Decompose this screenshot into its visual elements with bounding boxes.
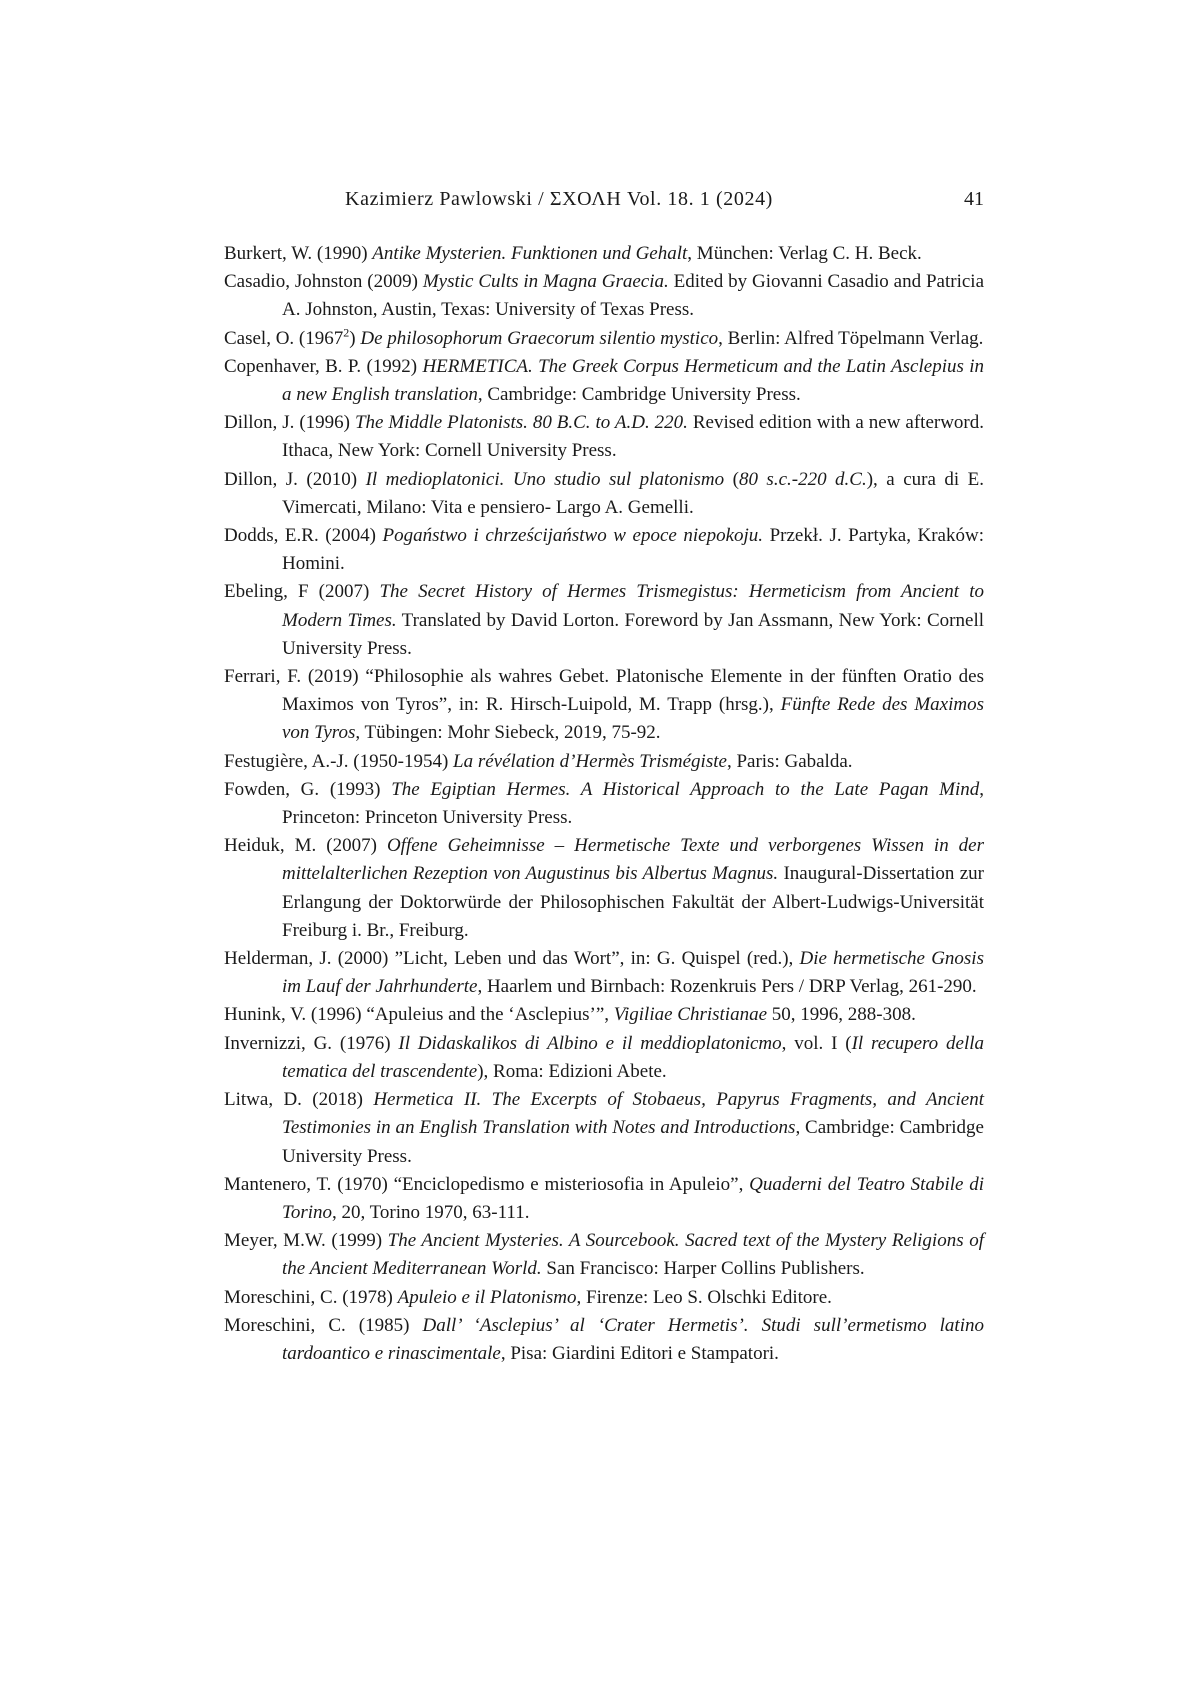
bibliography-entry: Dillon, J. (1996) The Middle Platonists. 80 B.C. to A.D. 220. Revised edition with a new afterword. Ithaca, New York: Cornell University Press. bbox=[224, 409, 984, 465]
page-header bbox=[224, 188, 984, 218]
running-head: Kazimierz Pawlowski / ΣΧΟΛΗ Vol. 18. 1 (2024) bbox=[224, 188, 894, 211]
bibliography-list bbox=[224, 240, 984, 1368]
page-number: 41 bbox=[964, 188, 984, 211]
bibliography-entry: Hunink, V. (1996) “Apuleius and the ‘Asclepius’”, Vigiliae Christianae 50, 1996, 288-308. bbox=[224, 1001, 984, 1029]
bibliography-entry: Dodds, E.R. (2004) Pogaństwo i chrześcijaństwo w epoce niepokoju. Przekł. J. Partyka, Kraków: Homini. bbox=[224, 522, 984, 578]
bibliography-entry: Ferrari, F. (2019) “Philosophie als wahres Gebet. Platonische Elemente in der fünften Oratio des Maximos von Tyros”, in: R. Hirsch-Luipold, M. Trapp (hrsg.), Fünfte Rede des Maximos von Tyros, Tübingen: Mohr Siebeck, 2019, 75-92. bbox=[224, 663, 984, 748]
bibliography-entry: Heiduk, M. (2007) Offene Geheimnisse – Hermetische Texte und verborgenes Wissen in der mittelalterlichen Rezeption von Augustinus bis Albertus Magnus. Inaugural-Dissertation zur Erlangung der Doktorwürde der Philosophischen Fakultät der Albert-Ludwigs-Universität Freiburg i. Br., Freiburg. bbox=[224, 832, 984, 945]
bibliography-entry: Invernizzi, G. (1976) Il Didaskalikos di Albino e il meddioplatonicmo, vol. I (Il recupero della tematica del trascendente), Roma: Edizioni Abete. bbox=[224, 1030, 984, 1086]
bibliography-entry: Moreschini, C. (1985) Dall’ ‘Asclepius’ al ‘Crater Hermetis’. Studi sull’ermetismo latino tardoantico e rinascimentale, Pisa: Giardini Editori e Stampatori. bbox=[224, 1312, 984, 1368]
bibliography-entry: Fowden, G. (1993) The Egiptian Hermes. A Historical Approach to the Late Pagan Mind, Princeton: Princeton University Press. bbox=[224, 776, 984, 832]
bibliography-entry: Casel, O. (19672) De philosophorum Graecorum silentio mystico, Berlin: Alfred Töpelmann Verlag. bbox=[224, 325, 984, 353]
bibliography-entry: Burkert, W. (1990) Antike Mysterien. Funktionen und Gehalt, München: Verlag C. H. Beck. bbox=[224, 240, 984, 268]
bibliography-entry: Helderman, J. (2000) ”Licht, Leben und das Wort”, in: G. Quispel (red.), Die hermetische Gnosis im Lauf der Jahrhunderte, Haarlem und Birnbach: Rozenkruis Pers / DRP Verlag, 261-290. bbox=[224, 945, 984, 1001]
bibliography-entry: Mantenero, T. (1970) “Enciclopedismo e misteriosofia in Apuleio”, Quaderni del Teatro Stabile di Torino, 20, Torino 1970, 63-111. bbox=[224, 1171, 984, 1227]
bibliography-entry: Meyer, M.W. (1999) The Ancient Mysteries. A Sourcebook. Sacred text of the Mystery Religions of the Ancient Mediterranean World. San Francisco: Harper Collins Publishers. bbox=[224, 1227, 984, 1283]
bibliography-entry: Moreschini, C. (1978) Apuleio e il Platonismo, Firenze: Leo S. Olschki Editore. bbox=[224, 1284, 984, 1312]
bibliography-entry: Dillon, J. (2010) Il medioplatonici. Uno studio sul platonismo (80 s.c.-220 d.C.), a cura di E. Vimercati, Milano: Vita e pensiero- Largo A. Gemelli. bbox=[224, 466, 984, 522]
bibliography-entry: Casadio, Johnston (2009) Mystic Cults in Magna Graecia. Edited by Giovanni Casadio and Patricia A. Johnston, Austin, Texas: University of Texas Press. bbox=[224, 268, 984, 324]
bibliography-entry: Festugière, A.-J. (1950-1954) La révélation d’Hermès Trismégiste, Paris: Gabalda. bbox=[224, 748, 984, 776]
bibliography-entry: Copenhaver, B. P. (1992) HERMETICA. The Greek Corpus Hermeticum and the Latin Asclepius in a new English translation, Cambridge: Cambridge University Press. bbox=[224, 353, 984, 409]
bibliography-entry: Litwa, D. (2018) Hermetica II. The Excerpts of Stobaeus, Papyrus Fragments, and Ancient Testimonies in an English Translation with Notes and Introductions, Cambridge: Cambridge University Press. bbox=[224, 1086, 984, 1171]
bibliography-entry: Ebeling, F (2007) The Secret History of Hermes Trismegistus: Hermeticism from Ancient to Modern Times. Translated by David Lorton. Foreword by Jan Assmann, New York: Cornell University Press. bbox=[224, 578, 984, 663]
